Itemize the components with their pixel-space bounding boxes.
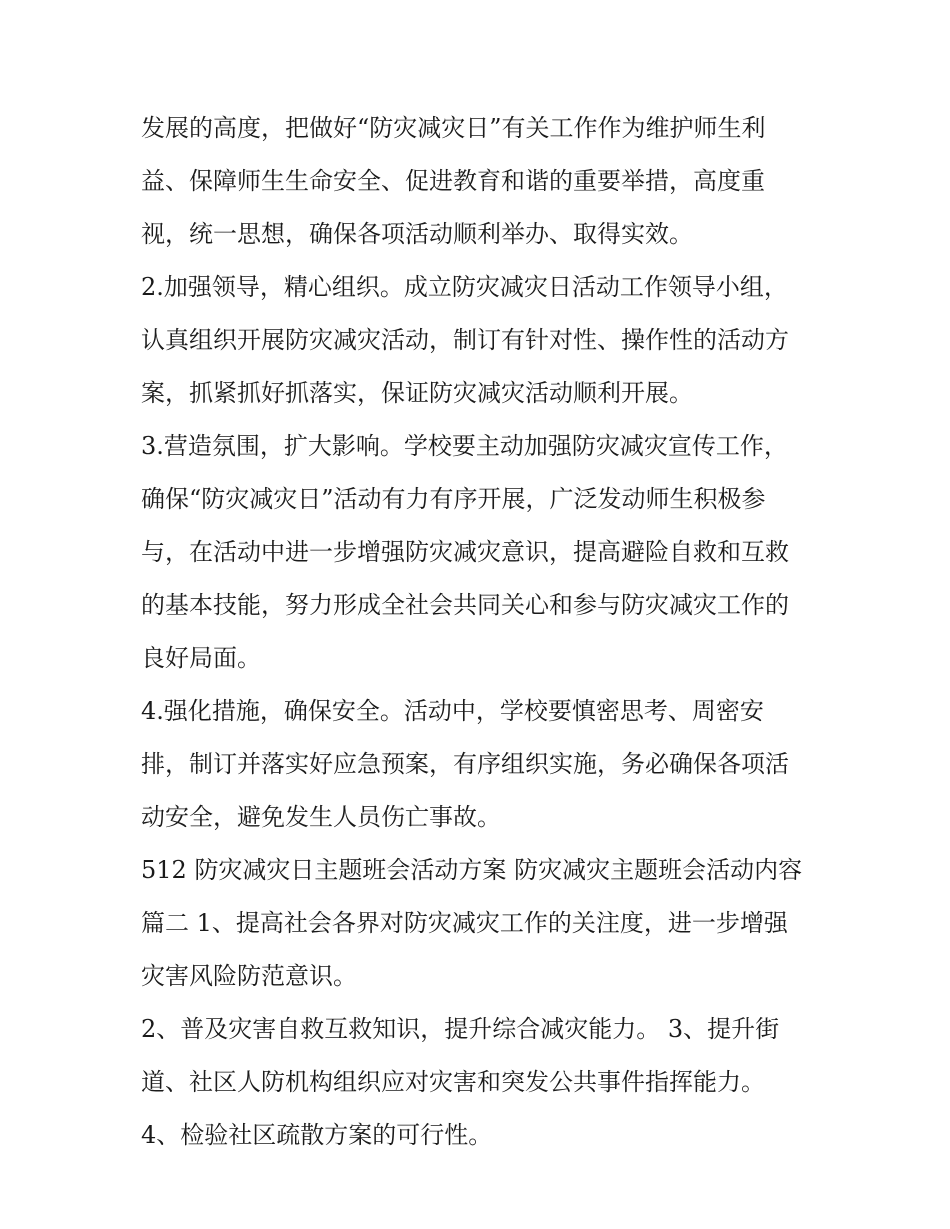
text-line: 确保“防灾减灾日”活动有力有序开展，广泛发动师生积极参	[141, 485, 766, 513]
text-line: 512 防灾减灾日主题班会活动方案 防灾减灾主题班会活动内容	[141, 856, 803, 884]
text-line: 案，抓紧抓好抓落实，保证防灾减灾活动顺利开展。	[141, 379, 693, 407]
text-line: 排，制订并落实好应急预案，有序组织实施，务必确保各项活	[141, 750, 789, 778]
text-line: 与，在活动中进一步增强防灾减灾意识，提高避险自救和互救	[141, 538, 789, 566]
text-line: 良好局面。	[141, 644, 261, 672]
text-line: 发展的高度，把做好“防灾减灾日”有关工作作为维护师生利	[141, 114, 766, 142]
text-line: 道、社区人防机构组织应对灾害和突发公共事件指挥能力。	[141, 1068, 765, 1096]
text-line: 视，统一思想，确保各项活动顺利举办、取得实效。	[141, 220, 693, 248]
text-line: 3.营造氛围，扩大影响。学校要主动加强防灾减灾宣传工作，	[141, 432, 788, 460]
text-line: 益、保障师生生命安全、促进教育和谐的重要举措，高度重	[141, 167, 765, 195]
text-line: 2.加强领导，精心组织。成立防灾减灾日活动工作领导小组，	[141, 273, 788, 301]
text-line: 认真组织开展防灾减灾活动，制订有针对性、操作性的活动方	[141, 326, 789, 354]
text-line: 灾害风险防范意识。	[141, 962, 357, 990]
body-text	[141, 102, 821, 1162]
text-line: 4.强化措施，确保安全。活动中，学校要慎密思考、周密安	[141, 697, 764, 725]
text-line: 2、普及灾害自救互救知识，提升综合减灾能力。 3、提升街	[141, 1015, 780, 1043]
text-line: 4、检验社区疏散方案的可行性。	[141, 1121, 493, 1149]
text-line: 篇二 1、提高社会各界对防灾减灾工作的关注度，进一步增强	[141, 909, 788, 937]
text-line: 动安全，避免发生人员伤亡事故。	[141, 803, 501, 831]
text-line: 的基本技能，努力形成全社会共同关心和参与防灾减灾工作的	[141, 591, 789, 619]
